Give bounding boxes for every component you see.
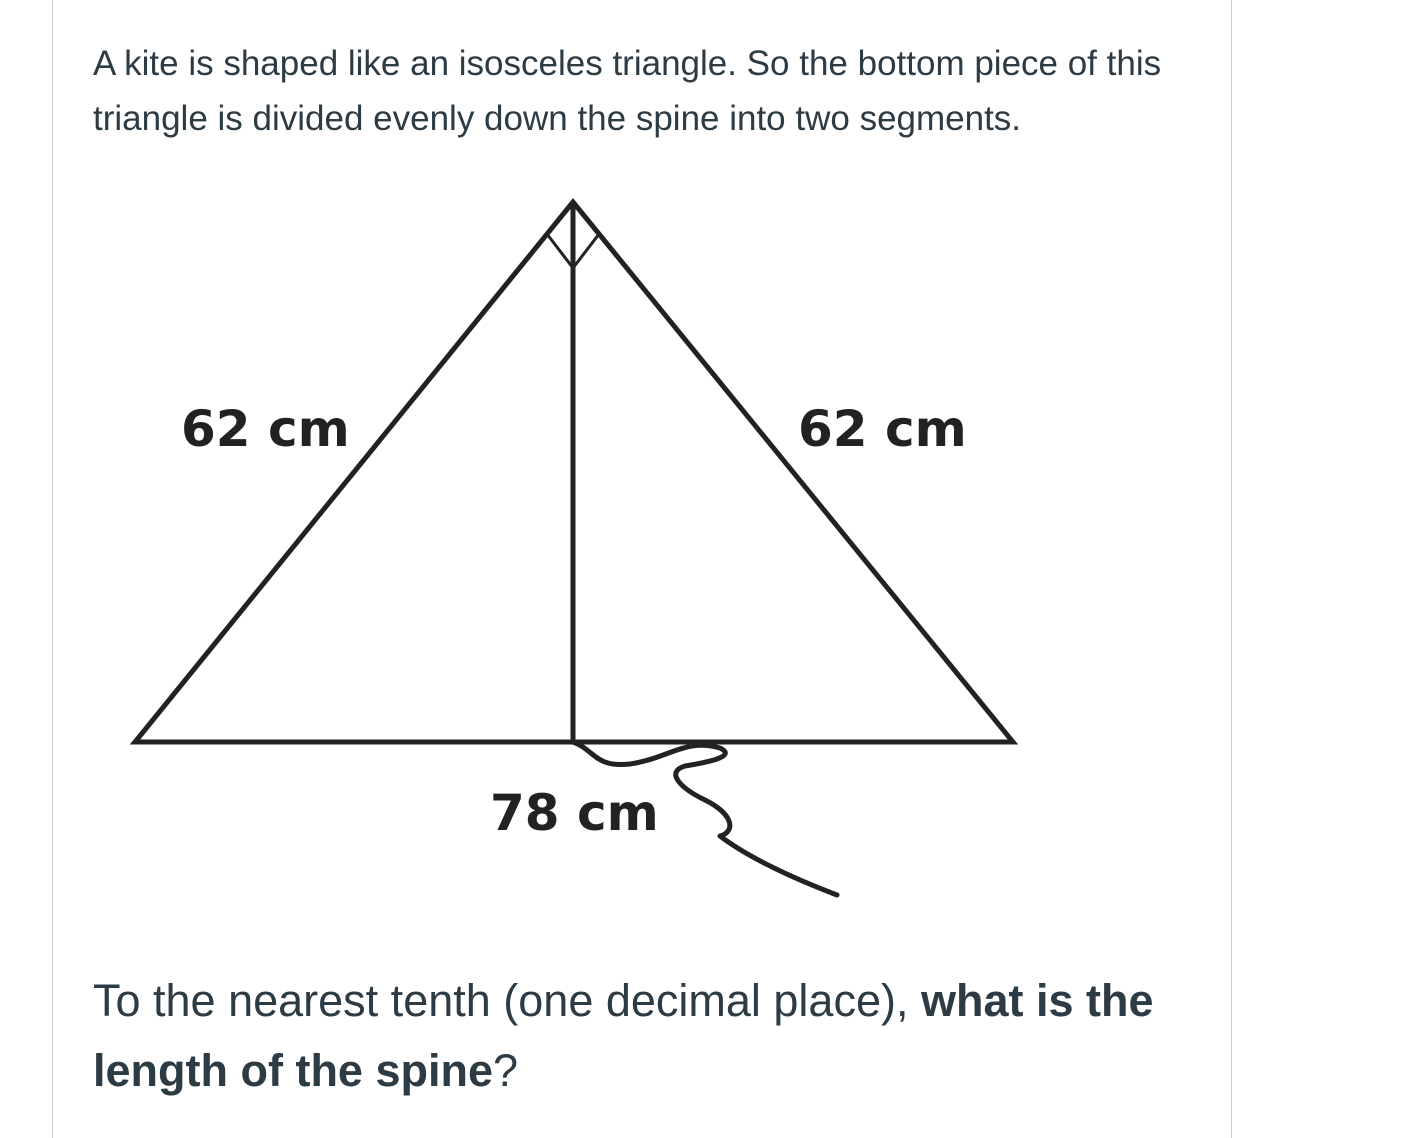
question-bold: what is the length of the spine (93, 975, 1154, 1096)
right-angle-mark-right (573, 234, 599, 268)
kite-triangle-diagram (125, 190, 1025, 910)
kite-triangle-svg (125, 190, 1025, 910)
problem-intro-text: A kite is shaped like an isosceles triangle. So the bottom piece of this triangle is divided evenly down the spine into two segments. (93, 44, 1162, 138)
left-side-label: 62 cm (181, 400, 350, 458)
question-part2: ? (493, 1045, 519, 1096)
question-text (93, 966, 1213, 1106)
base-label: 78 cm (490, 784, 659, 842)
question-part1: To the nearest tenth (one decimal place), (93, 975, 921, 1026)
right-angle-mark-left (547, 234, 573, 268)
right-side-label: 62 cm (798, 400, 967, 458)
